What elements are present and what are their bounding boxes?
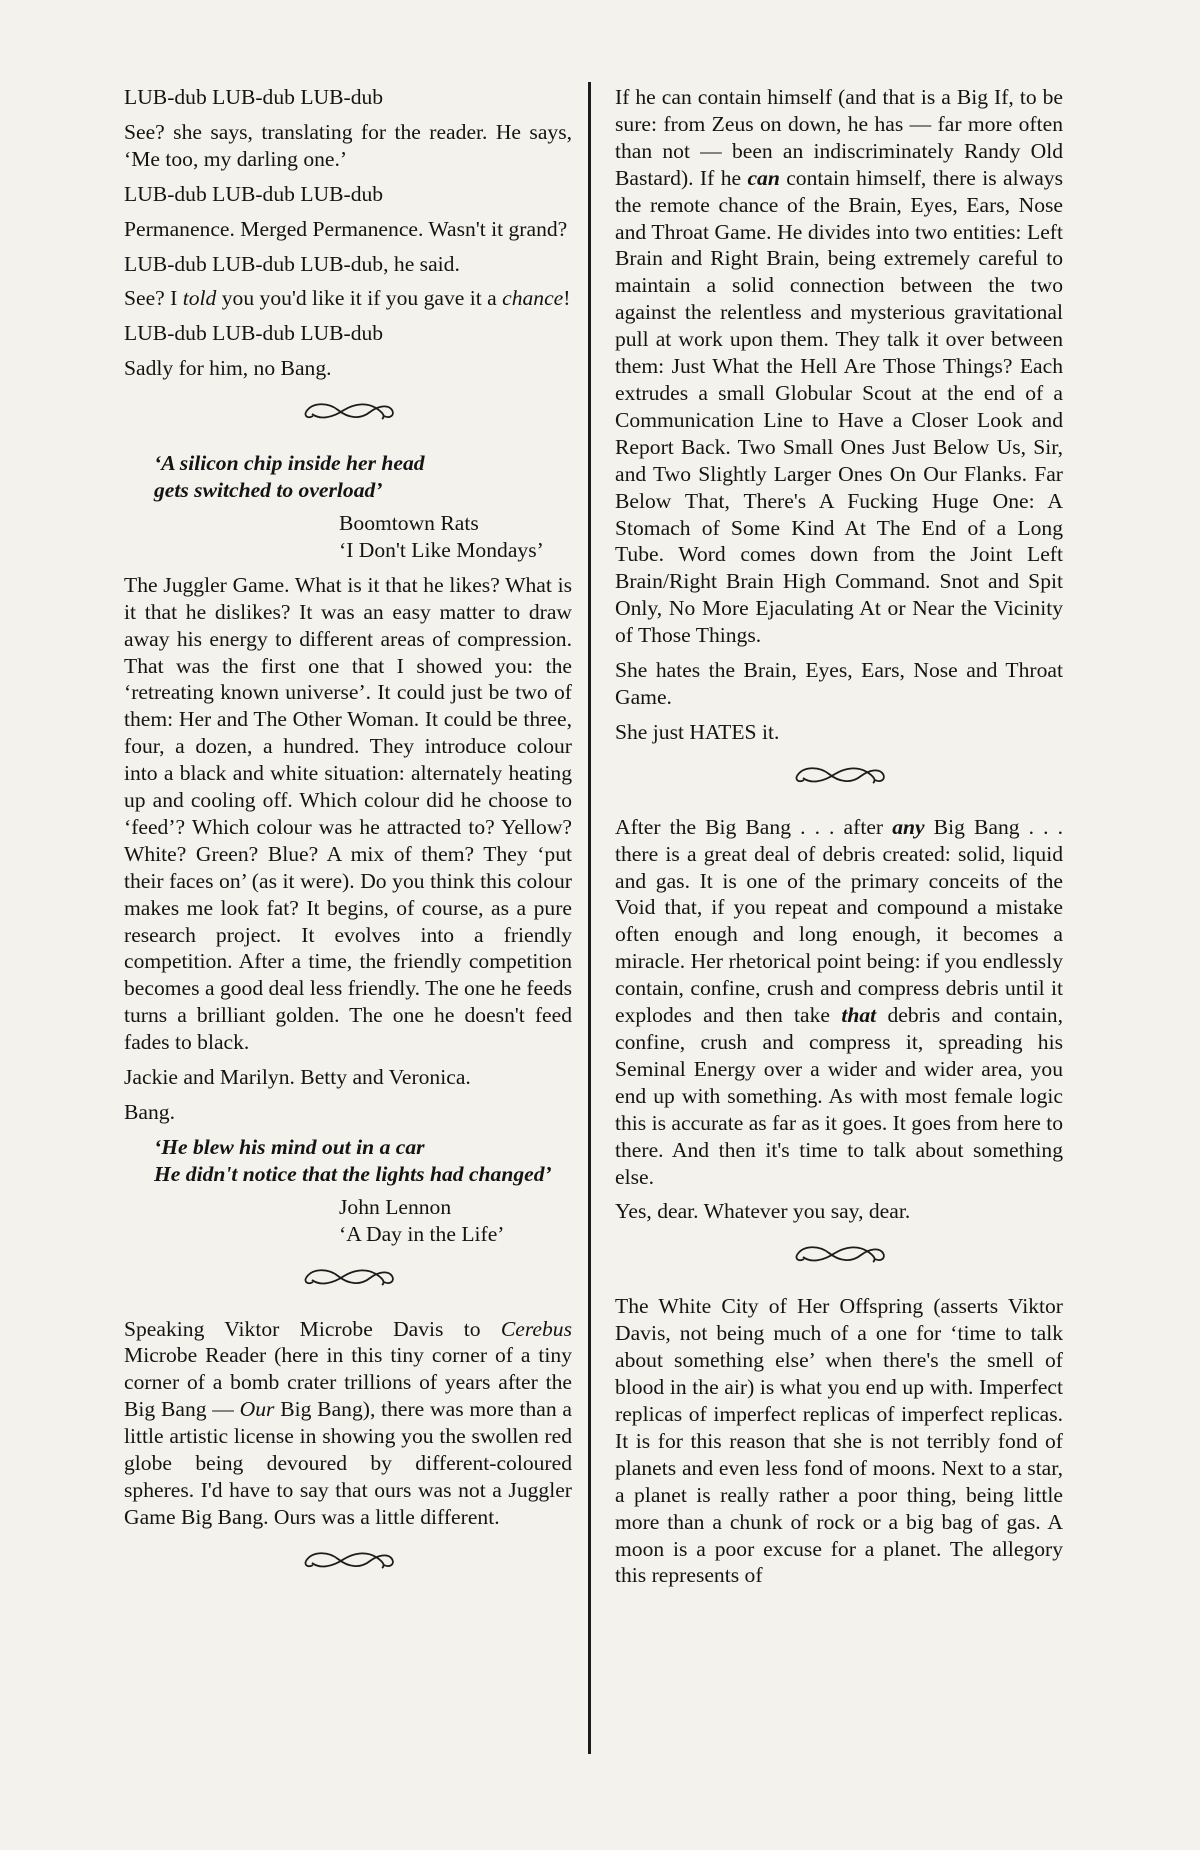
text-run: contain himself, there is always the remote chance of the Brain, Eyes, Ears, Nose and Throat Game. He divides into two entities: Left Brain and Right Brain, being extremely careful to maintain a solid connection between the two against the relentless and mysterious gravitational pull at work upon them. They talk it over between them: Just What the Hell Are Those Things? Each extrudes a small Globular Scout at the end of a Communication Line to Have a Closer Look and Report Back. Two Small Ones Just Below Us, Sir, and Two Slightly Larger Ones On Our Flanks. Far Below That, There's A Fucking Huge One: A Stomach of Some Kind At The End of a Long Tube. Word comes down from the Joint Left Brain/Right Brain High Command. Snot and Spit Only, No More Ejaculating At or Near the Vicinity of Those Things. xyxy=(615,165,1063,648)
paragraph xyxy=(615,84,1063,649)
paragraph: Yes, dear. Whatever you say, dear. xyxy=(615,1199,911,1224)
column-divider xyxy=(588,82,591,1754)
paragraph: She hates the Brain, Eyes, Ears, Nose and Throat Game. xyxy=(615,658,1063,709)
right-column xyxy=(615,84,1063,1597)
attribution-line: ‘I Don't Like Mondays’ xyxy=(339,537,544,562)
paragraph: Sadly for him, no Bang. xyxy=(124,356,332,381)
attribution-line: John Lennon xyxy=(339,1194,452,1219)
text-run: After the Big Bang . . . after xyxy=(615,814,893,839)
emphasis: told xyxy=(182,286,217,311)
paragraph xyxy=(124,1316,572,1531)
paragraph: The Juggler Game. What is it that he likes? What is it that he dislikes? It was an easy matter to draw away his energy to different areas of compression. That was the first one that I showed you: the ‘retreating known universe’. It could just be two of them: Her and The Other Woman. It could be three, four, a dozen, a hundred. They introduce colour into a black and white situation: alternately heating up and cooling off. Which colour did he choose to ‘feed’? Which colour was he attracted to? Yellow? White? Green? Blue? A mix of them? They ‘put their faces on’ (as it were). Do you think this colour makes me look fat? It begins, of course, as a pure research project. It evolves into a friendly competition. After a time, the friendly competition becomes a good deal less friendly. The one he feeds turns a brilliant golden. The one he doesn't feed fades to black. xyxy=(124,572,572,1055)
text-run: debris and contain, confine, crush and compress it, spreading his Seminal Energy over a wider and wider area, you end up with something. As with most female logic this is accurate as far as it goes. It goes from here to there. And then it's time to talk about something else. xyxy=(615,1003,1063,1189)
quote-line: ‘A silicon chip inside her head xyxy=(154,451,425,476)
flourish-ornament-icon xyxy=(124,1262,572,1290)
emphasis: can xyxy=(747,165,780,190)
quote-line: gets switched to overload’ xyxy=(154,478,383,503)
left-column xyxy=(124,84,572,1599)
text-run: you you'd like it if you gave it a xyxy=(216,286,503,311)
epigraph-quote xyxy=(154,450,572,504)
flourish-ornament-icon xyxy=(124,1545,572,1573)
paragraph: Bang. xyxy=(124,1100,175,1124)
flourish-ornament-icon xyxy=(615,1239,1063,1267)
paragraph: She just HATES it. xyxy=(615,719,780,744)
emphasis: chance xyxy=(502,286,564,311)
flourish-ornament-icon xyxy=(615,760,1063,788)
emphasis: that xyxy=(841,1003,877,1028)
paragraph: LUB-dub LUB-dub LUB-dub, he said. xyxy=(124,251,460,276)
text-run: Big Bang . . . there is a great deal of debris created: solid, liquid and gas. It is one of the primary conceits of the Void that, if you repeat and compound a mistake often enough and long enough, it becomes a miracle. Her rhetorical point being: if you endlessly contain, confine, crush and compress debris until it explodes and then take xyxy=(615,814,1064,1028)
paragraph: LUB-dub LUB-dub LUB-dub xyxy=(124,85,384,109)
text-run: Big Bang), there was more than a little artistic license in showing you the swollen red globe being devoured by different-coloured spheres. I'd have to say that ours was not a Juggler Game Big Bang. Ours was a little different. xyxy=(124,1397,572,1529)
paragraph: Jackie and Marilyn. Betty and Veronica. xyxy=(124,1065,471,1090)
quote-attribution xyxy=(124,1194,572,1248)
attribution-line: ‘A Day in the Life’ xyxy=(339,1221,505,1246)
quote-attribution xyxy=(124,510,572,564)
text-run: Speaking Viktor Microbe Davis to xyxy=(124,1316,501,1341)
paragraph xyxy=(124,285,572,312)
emphasis: Cerebus xyxy=(500,1316,572,1341)
paragraph: LUB-dub LUB-dub LUB-dub xyxy=(124,181,384,206)
flourish-ornament-icon xyxy=(124,396,572,424)
text-run: Microbe Reader (here in this tiny corner of a tiny corner of a bomb crater trillions of years after the Big Bang — xyxy=(124,1343,572,1422)
paragraph xyxy=(615,814,1063,1191)
text-run: See? I xyxy=(124,286,183,311)
quote-line: ‘He blew his mind out in a car xyxy=(154,1134,425,1159)
emphasis: Our xyxy=(239,1397,275,1422)
paragraph: See? she says, translating for the reader. He says, ‘Me too, my darling one.’ xyxy=(124,119,572,171)
emphasis: any xyxy=(892,814,925,839)
paragraph: The White City of Her Offspring (asserts Viktor Davis, not being much of a one for ‘time to talk about something else’ when there's the smell of blood in the air) is what you end up with. Imperfect replicas of imperfect replicas of imperfect replicas. It is for this reason that she is not terribly fond of planets and even less fond of moons. Next to a star, a planet is really rather a poor thing, being little more than a chunk of rock or a big bag of gas. A moon is a poor excuse for a planet. The allegory this represents of xyxy=(615,1294,1063,1588)
quote-line: He didn't notice that the lights had changed’ xyxy=(154,1161,552,1186)
paragraph: Permanence. Merged Permanence. Wasn't it grand? xyxy=(124,216,568,241)
epigraph-quote xyxy=(154,1134,572,1188)
text-run: ! xyxy=(563,286,571,311)
paragraph: LUB-dub LUB-dub LUB-dub xyxy=(124,321,384,346)
attribution-line: Boomtown Rats xyxy=(339,510,479,535)
text-run: If he can contain himself (and that is a Big If, to be sure: from Zeus on down, he has — far more often than not — been an indiscriminately Randy Old Bastard). If he xyxy=(615,85,1063,190)
